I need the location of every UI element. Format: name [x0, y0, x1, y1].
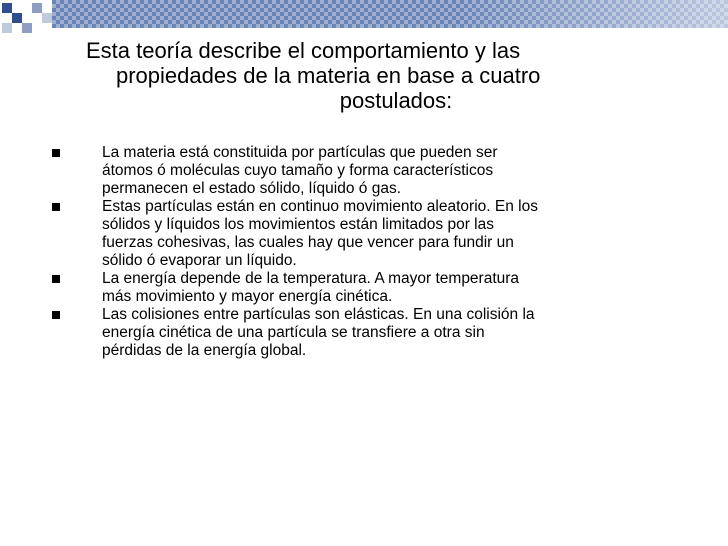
text-line: permanecen el estado sólido, líquido ó gas.	[102, 180, 402, 197]
text-line: sólidos y líquidos los movimientos están limitados por las	[102, 216, 494, 233]
text-line: fuerzas cohesivas, las cuales hay que vencer para fundir un	[102, 234, 514, 251]
postulates-list	[40, 144, 680, 360]
decorative-square	[42, 13, 52, 23]
square-bullet-icon	[52, 203, 60, 211]
list-item-text	[102, 144, 680, 198]
decorative-square	[22, 23, 32, 33]
text-line: Estas partículas están en continuo movimiento aleatorio. En los	[102, 198, 538, 215]
list-item-text	[102, 198, 680, 270]
intro-line: postulados:	[339, 88, 453, 113]
text-line: energía cinética de una partícula se transfiere a otra sin	[102, 324, 485, 341]
text-line: átomos ó moléculas cuyo tamaño y forma característicos	[102, 162, 494, 179]
intro-paragraph	[86, 38, 676, 113]
text-line: Las colisiones entre partículas son elásticas. En una colisión la	[102, 306, 535, 323]
text-line: sólido ó evaporar un líquido.	[102, 252, 297, 269]
text-line: más movimiento y mayor energía cinética.	[102, 288, 393, 305]
text-line: La energía depende de la temperatura. A mayor temperatura	[102, 270, 520, 287]
list-item-text	[102, 270, 680, 306]
decorative-square	[32, 3, 42, 13]
list-item-text	[102, 306, 680, 360]
text-line: pérdidas de la energía global.	[102, 342, 307, 359]
decorative-square	[12, 13, 22, 23]
intro-line: propiedades de la materia en base a cuatro	[116, 63, 541, 88]
decorative-square	[2, 3, 12, 13]
list-item	[40, 198, 680, 270]
list-item	[40, 144, 680, 198]
top-decorative-band	[52, 0, 728, 28]
list-item	[40, 270, 680, 306]
square-bullet-icon	[52, 311, 60, 319]
square-bullet-icon	[52, 149, 60, 157]
square-bullet-icon	[52, 275, 60, 283]
text-line: La materia está constituida por partículas que pueden ser	[102, 144, 498, 161]
decorative-square	[2, 23, 12, 33]
intro-line: Esta teoría describe el comportamiento y las	[86, 38, 521, 63]
list-item	[40, 306, 680, 360]
